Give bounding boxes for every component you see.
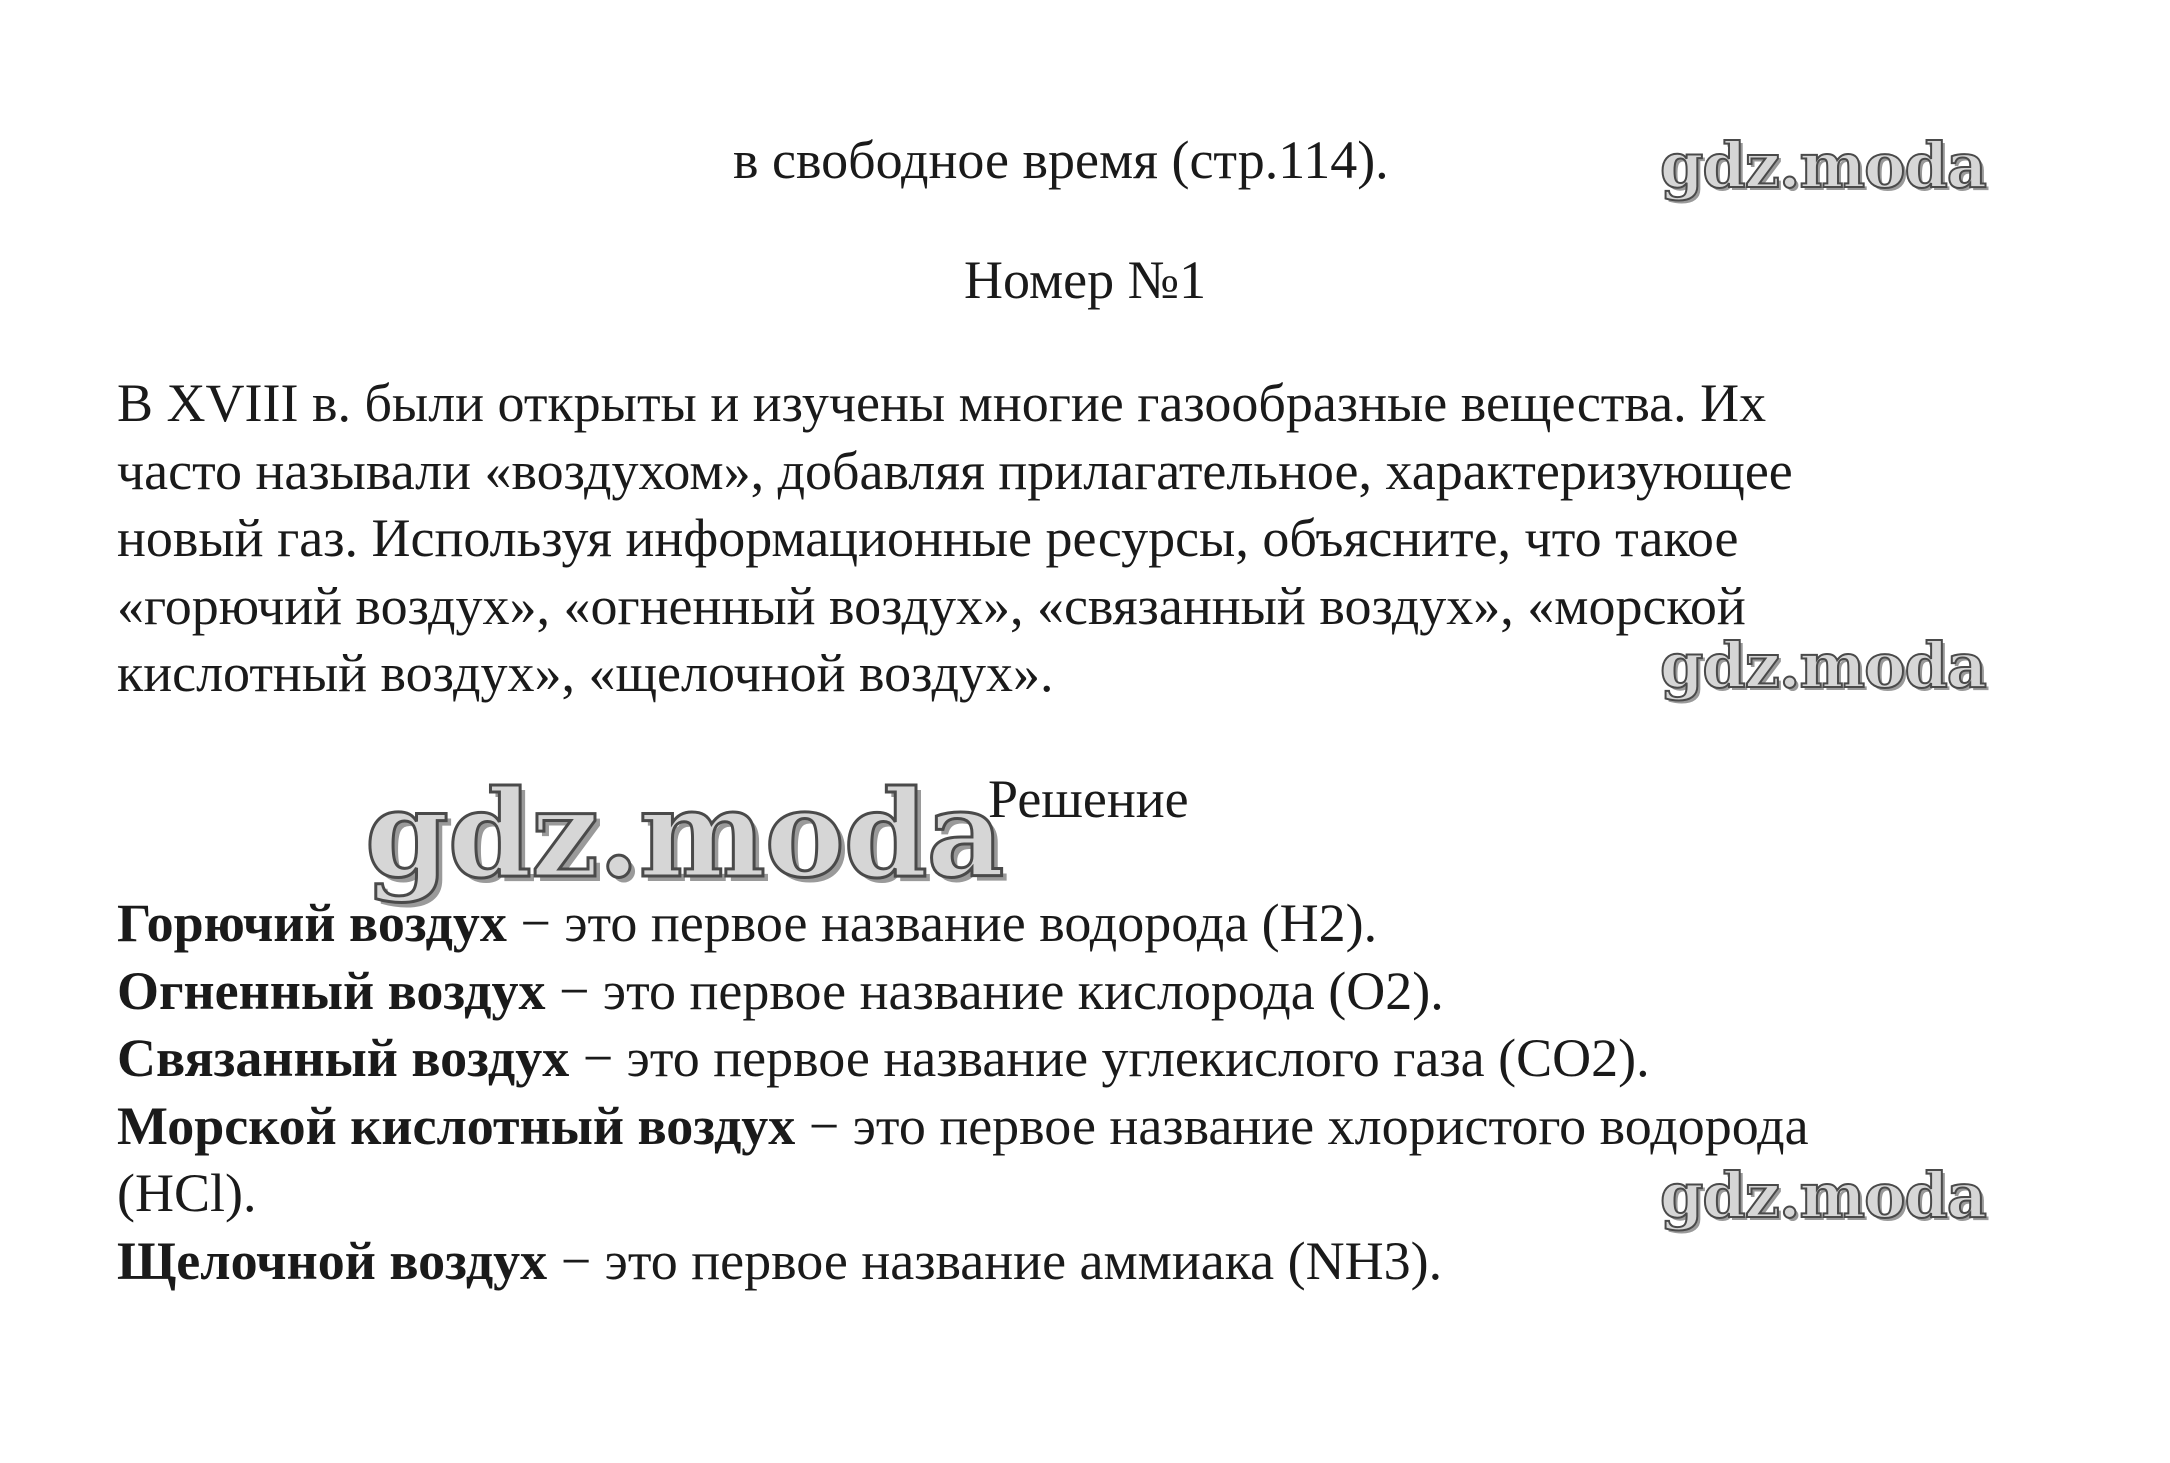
- answer-row: [117, 1228, 2077, 1296]
- answer-term: Связанный воздух: [117, 1028, 570, 1088]
- answer-term: Горючий воздух: [117, 893, 507, 953]
- watermark-middle: gdz.moda: [1660, 629, 1986, 702]
- task-line: «горючий воздух», «огненный воздух», «связанный воздух», «морской: [117, 575, 1746, 636]
- answer-definition: − это первое название хлористого водорода: [795, 1095, 1809, 1156]
- task-line: кислотный воздух», «щелочной воздух».: [117, 643, 1054, 703]
- watermark-big: gdz.moda: [365, 764, 1004, 905]
- answer-term: Щелочной воздух: [117, 1230, 548, 1291]
- answer-row: [117, 890, 2077, 958]
- answer-row: [117, 1093, 2077, 1161]
- watermark-top: gdz.moda: [1660, 129, 1986, 202]
- answer-definition: − это первое название аммиака (NH3).: [547, 1230, 1443, 1291]
- intro-line: в свободное время (стр.114).: [733, 130, 1389, 190]
- answer-term: Морской кислотный воздух: [117, 1095, 796, 1156]
- answer-definition: − это первое название углекислого газа (CO2).: [569, 1028, 1650, 1088]
- task-line: часто называли «воздухом», добавляя прилагательное, характеризующее: [117, 440, 1793, 501]
- solution-heading: Решение: [988, 769, 1189, 829]
- task-number-heading: Номер №1: [964, 250, 1207, 310]
- answer-term: Огненный воздух: [117, 960, 546, 1021]
- watermark-bottom: gdz.moda: [1660, 1159, 1986, 1232]
- task-line: В XVIII в. были открыты и изучены многие газообразные вещества. Их: [117, 373, 1767, 433]
- answer-definition: (HCl).: [117, 1163, 257, 1223]
- solution-answers: [117, 890, 2077, 1295]
- answer-definition: − это первое название кислорода (O2).: [545, 960, 1444, 1021]
- task-line: новый газ. Используя информационные ресурсы, объясните, что такое: [117, 508, 1739, 568]
- answer-row: [117, 958, 2077, 1026]
- answer-definition: − это первое название водорода (H2).: [506, 893, 1378, 953]
- answer-row: [117, 1025, 2077, 1093]
